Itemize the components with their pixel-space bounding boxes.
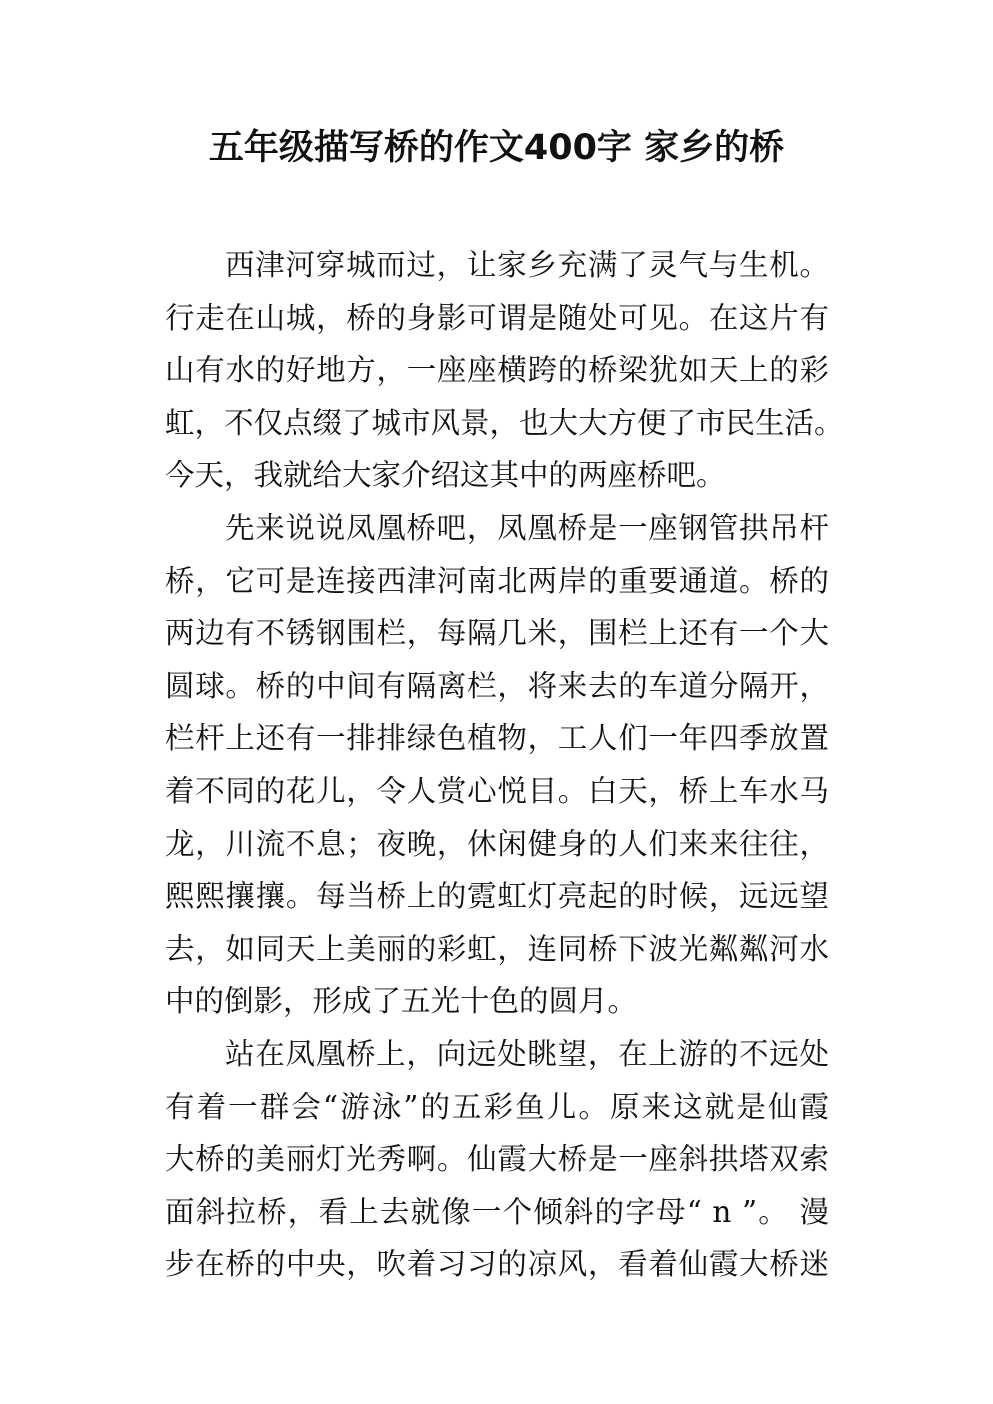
document-title: 五年级描写桥的作文400字 家乡的桥 bbox=[208, 128, 785, 168]
text-line: 站在凤凰桥上，向远处眺望，在上游的不远处 bbox=[225, 1036, 829, 1071]
text-line: 熙熙攘攘。每当桥上的霓虹灯亮起的时候，远远望 bbox=[165, 879, 829, 914]
text-line: 步在桥的中央，吹着习习的凉风，看着仙霞大桥迷 bbox=[165, 1247, 829, 1282]
text-line: 去，如同天上美丽的彩虹，连同桥下波光粼粼河水 bbox=[165, 931, 829, 966]
text-line: 虹，不仅点缀了城市风景，也大大方便了市民生活。 bbox=[165, 405, 844, 440]
text-line: 栏杆上还有一排排绿色植物，工人们一年四季放置 bbox=[165, 721, 829, 756]
text-line: 两边有不锈钢围栏，每隔几米，围栏上还有一个大 bbox=[165, 616, 829, 651]
text-line: 行走在山城，桥的身影可谓是随处可见。在这片有 bbox=[165, 300, 829, 335]
text-line: 先来说说凤凰桥吧，凤凰桥是一座钢管拱吊杆 bbox=[225, 510, 829, 545]
text-line: 龙，川流不息；夜晚，休闲健身的人们来来往往， bbox=[165, 826, 829, 861]
document-body bbox=[165, 239, 844, 1291]
text-line: 桥，它可是连接西津河南北两岸的重要通道。桥的 bbox=[165, 563, 829, 598]
text-line: 面斜拉桥，看上去就像一个倾斜的字母“ n ”。 漫 bbox=[165, 1194, 829, 1229]
text-line: 有着一群会“游泳”的五彩鱼儿。原来这就是仙霞 bbox=[165, 1089, 829, 1124]
text-line: 今天，我就给大家介绍这其中的两座桥吧。 bbox=[165, 458, 726, 493]
text-line: 西津河穿城而过，让家乡充满了灵气与生机。 bbox=[225, 248, 829, 282]
text-line: 着不同的花儿，令人赏心悦目。白天，桥上车水马 bbox=[165, 773, 829, 808]
text-line: 山有水的好地方，一座座横跨的桥梁犹如天上的彩 bbox=[165, 353, 829, 388]
text-line: 圆球。桥的中间有隔离栏，将来去的车道分隔开， bbox=[165, 668, 829, 703]
text-line: 大桥的美丽灯光秀啊。仙霞大桥是一座斜拱塔双索 bbox=[165, 1142, 829, 1177]
text-line: 中的倒影，形成了五光十色的圆月。 bbox=[165, 984, 638, 1019]
